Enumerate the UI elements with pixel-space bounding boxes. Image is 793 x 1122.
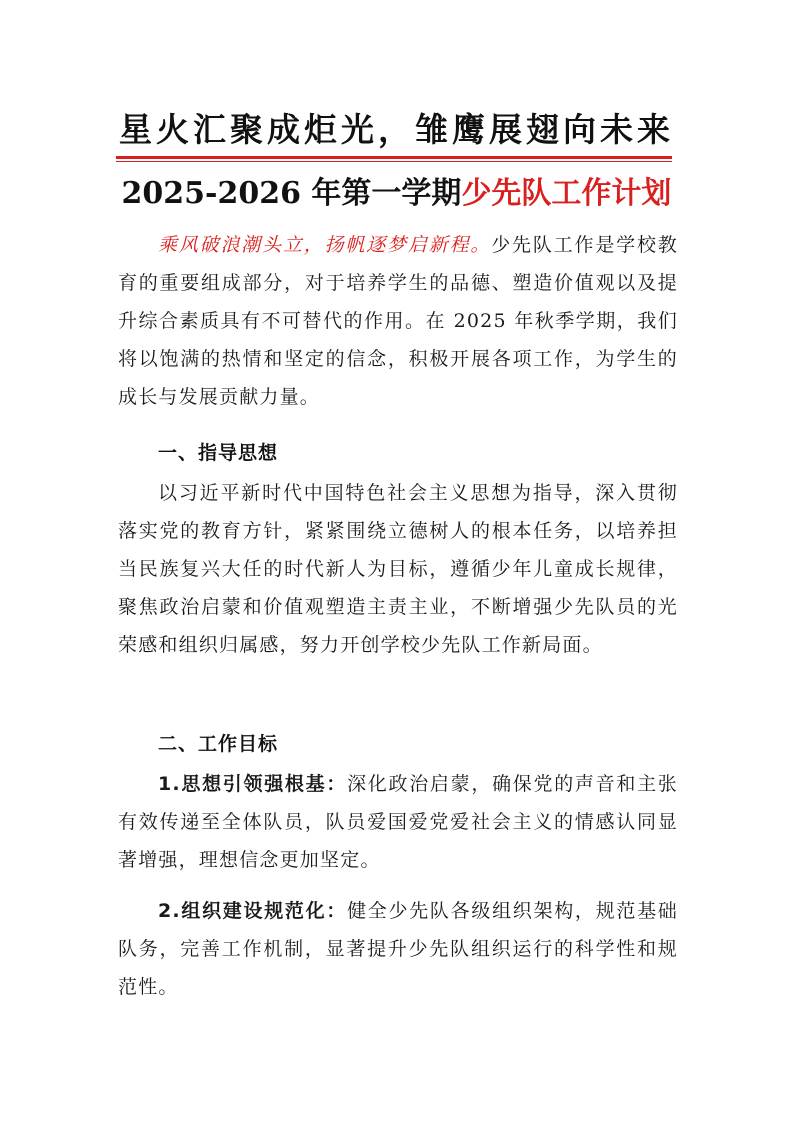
- subtitle-topic: 少先队工作计划: [461, 176, 672, 211]
- section2-heading: 二、工作目标: [158, 733, 279, 755]
- goal-item-2-label: 2.组织建设规范化：: [158, 900, 348, 922]
- goal-item-2: [118, 892, 678, 1006]
- intro-paragraph: [118, 226, 678, 416]
- main-title: 星火汇聚成炬光，雏鹰展翅向未来: [119, 110, 674, 149]
- intro-lead: 乘风破浪潮头立，扬帆逐梦启新程。: [158, 234, 492, 256]
- goal-item-1-text: 深化政治启蒙，确保党的声音和主张有效传递至全体队员，队员爱国爱党爱社会主义的情感认同显著增强，理想信念更加坚定。: [118, 773, 678, 871]
- subtitle-term: 2025-2026 年第一学期: [121, 176, 462, 211]
- goal-item-1: [118, 765, 678, 879]
- intro-text: 少先队工作是学校教育的重要组成部分，对于培养学生的品德、塑造价值观以及提升综合素质具有不可替代的作用。在 2025 年秋季学期，我们将以饱满的热情和坚定的信念，积极开展各项工作，为学生的成长与发展贡献力量。: [118, 234, 678, 408]
- title-divider: [116, 156, 672, 159]
- title-divider-thin: [116, 161, 672, 162]
- subtitle: [0, 168, 793, 212]
- section1-heading: 一、指导思想: [158, 442, 279, 464]
- section1-paragraph: 以习近平新时代中国特色社会主义思想为指导，深入贯彻落实党的教育方针，紧紧围绕立德树人的根本任务，以培养担当民族复兴大任的时代新人为目标，遵循少年儿童成长规律，聚焦政治启蒙和价值观塑造主责主业，不断增强少先队员的光荣感和组织归属感，努力开创学校少先队工作新局面。: [118, 482, 678, 656]
- goal-item-2-text: 健全少先队各级组织架构，规范基础队务，完善工作机制，显著提升少先队组织运行的科学性和规范性。: [118, 900, 678, 998]
- goal-item-1-label: 1.思想引领强根基：: [158, 773, 348, 795]
